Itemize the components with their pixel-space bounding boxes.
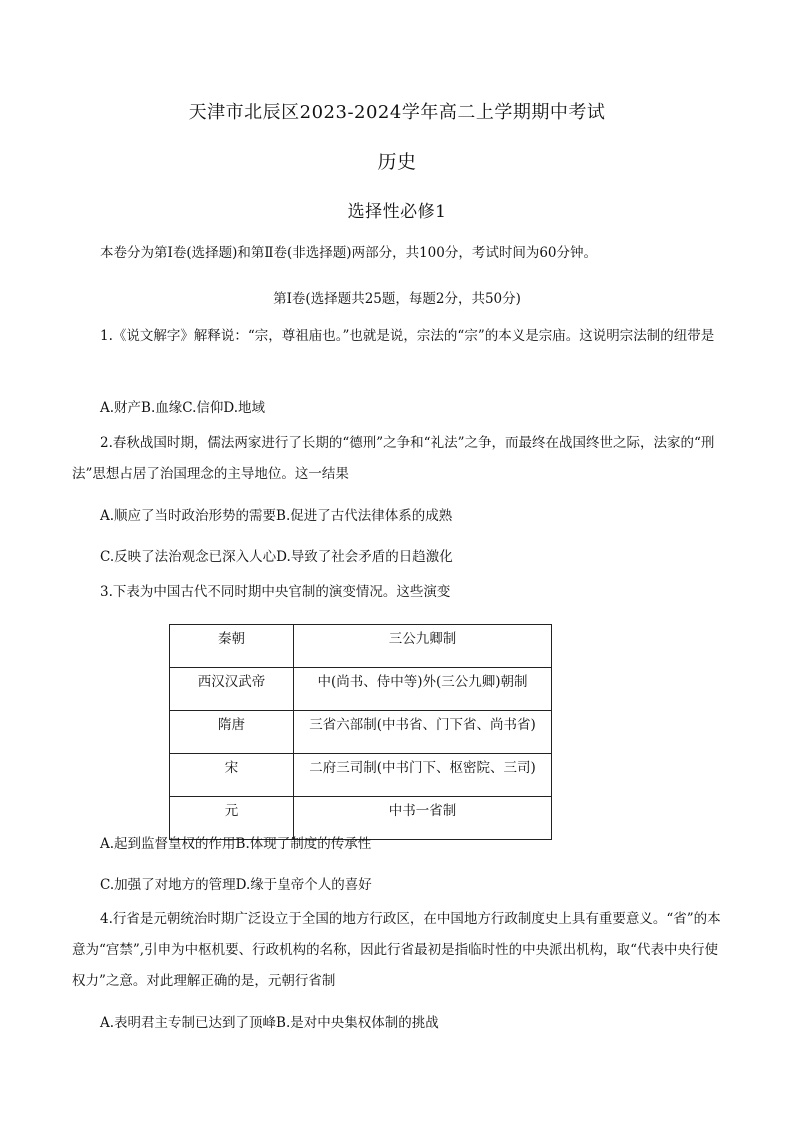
question-2-stem: 2.春秋战国时期，儒法两家进行了长期的“德刑”之争和“礼法”之争，而最终在战国终世之际，法家的“刑法”思想占居了治国理念的主导地位。这一结果 [72,435,715,482]
table-cell-system: 三省六部制(中书省、门下省、尚书省) [294,711,552,754]
question-1-stem: 1.《说文解字》解释说：“宗，尊祖庙也。”也就是说，宗法的“宗”的本义是宗庙。这说明宗法制的纽带是 [100,328,715,344]
question-1-options: A.财产B.血缘C.信仰D.地域 [100,400,266,416]
table-cell-period: 秦朝 [170,625,294,668]
table-cell-system: 中(尚书、侍中等)外(三公九卿)朝制 [294,668,552,711]
question-3-options-ab: A.起到监督皇权的作用B.体现了制度的传承性 [100,836,372,852]
table-cell-system: 三公九卿制 [294,625,552,668]
table-cell-period: 西汉汉武帝 [170,668,294,711]
subject-title: 历史 [377,151,417,173]
exam-title: 天津市北辰区2023-2024学年高二上学期期中考试 [188,102,606,123]
table-row [170,711,552,754]
course-title: 选择性必修1 [347,202,447,222]
table-row [170,754,552,797]
table-row [170,668,552,711]
table-cell-period: 隋唐 [170,711,294,754]
question-4-options-ab: A.表明君主专制已达到了顶峰B.是对中央集权体制的挑战 [100,1015,439,1031]
exam-intro: 本卷分为第Ⅰ卷(选择题)和第Ⅱ卷(非选择题)两部分，共100分，考试时间为60分钟。 [100,245,598,261]
question-3-options-cd: C.加强了对地方的管理D.缘于皇帝个人的喜好 [100,877,372,893]
question-2-options-ab: A.顺应了当时政治形势的需要B.促进了古代法律体系的成熟 [100,508,453,524]
table-row [170,625,552,668]
question-2-options-cd: C.反映了法治观念已深入人心D.导致了社会矛盾的日趋激化 [100,549,453,565]
section-one-heading: 第Ⅰ卷(选择题共25题，每题2分，共50分) [273,291,521,307]
question-4-stem: 4.行省是元朝统治时期广泛设立于全国的地方行政区，在中国地方行政制度史上具有重要意义。“省”的本意为“宫禁”,引申为中枢机要、行政机构的名称，因此行省最初是指临时性的中央派出机构，取“代表中央行使权力”之意。对此理解正确的是，元朝行省制 [72,911,721,989]
table-cell-period: 宋 [170,754,294,797]
table-cell-system: 中书一省制 [294,797,552,840]
table-cell-system: 二府三司制(中书门下、枢密院、三司) [294,754,552,797]
official-system-table [169,624,552,840]
question-3-stem: 3.下表为中国古代不同时期中央官制的演变情况。这些演变 [100,584,451,600]
table-cell-period: 元 [170,797,294,840]
